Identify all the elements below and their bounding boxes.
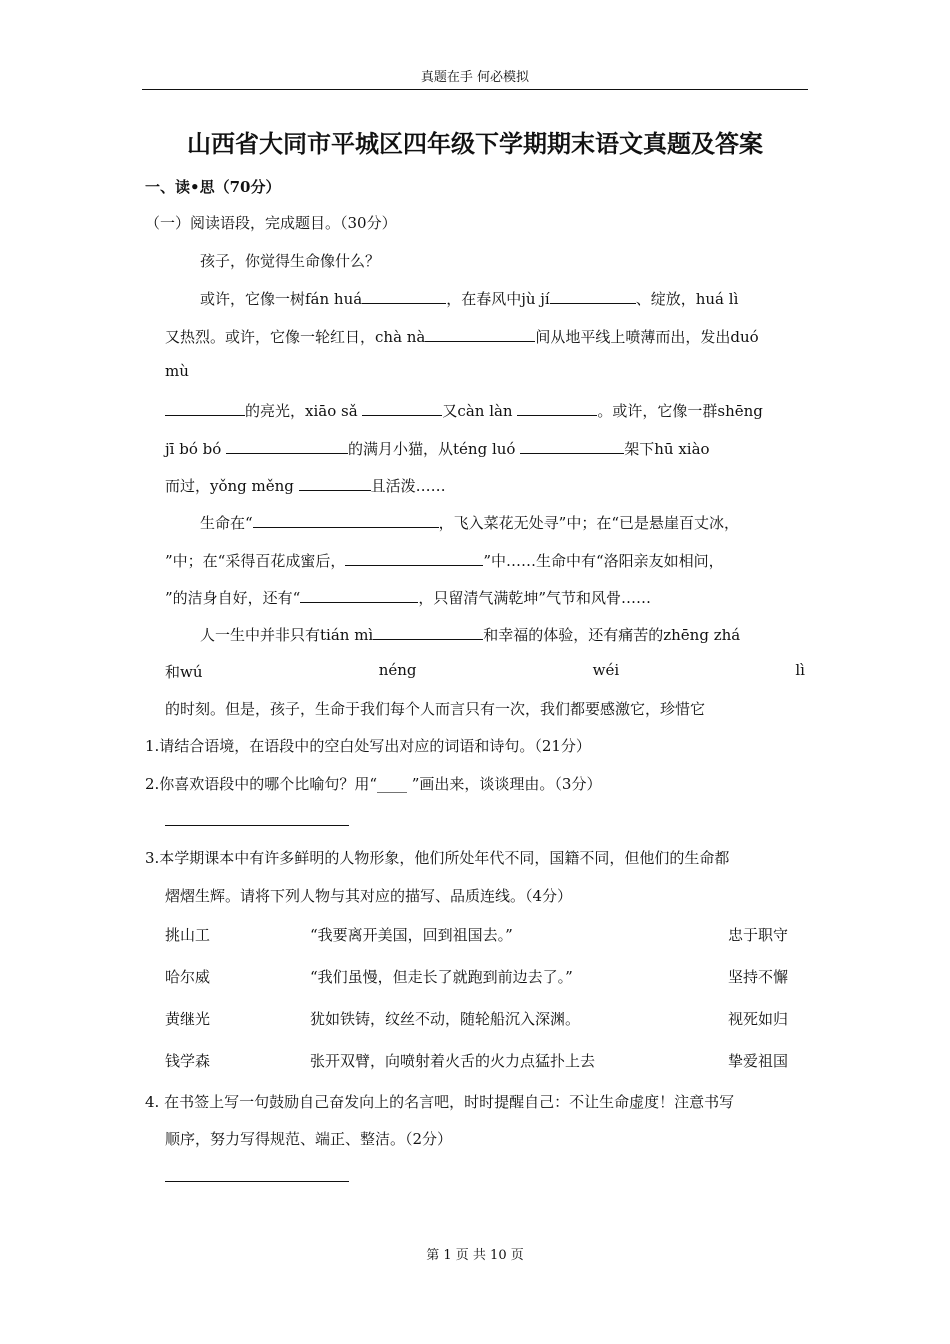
match-quality: 忠于职守 bbox=[728, 926, 789, 944]
para-line: 和wú néng wéi lì bbox=[165, 661, 805, 681]
question-4-cont: 顺序，努力写得规范、端正、整洁。（2分） bbox=[165, 1130, 453, 1148]
question-4: 4. 在书签上写一句鼓励自己奋发向上的名言吧，时时提醒自己：不让生命虚度！注意书写 bbox=[145, 1093, 735, 1111]
match-person: 挑山工 bbox=[165, 926, 211, 944]
para-line: 人一生中并非只有tián mì 和幸福的体验，还有痛苦的zhēng zhá bbox=[200, 623, 740, 645]
fill-blank[interactable] bbox=[362, 287, 446, 304]
para-line: 或许，它像一树fán huá ，在春风中jù jí 、绽放，huá lì bbox=[200, 287, 738, 309]
para-line: 而过，yǒng měng 且活泼…… bbox=[165, 474, 446, 496]
match-person: 哈尔威 bbox=[165, 968, 211, 986]
question-1: 1.请结合语境，在语段中的空白处写出对应的词语和诗句。（21分） bbox=[145, 737, 591, 755]
fill-blank[interactable] bbox=[520, 437, 624, 454]
fill-blank[interactable] bbox=[253, 511, 439, 528]
section-heading: 一、读•思（70分） bbox=[145, 178, 281, 196]
fill-blank[interactable] bbox=[373, 623, 483, 640]
fill-blank[interactable] bbox=[345, 549, 483, 566]
match-description: “我要离开美国，回到祖国去。” bbox=[310, 926, 513, 944]
match-quality: 坚持不懈 bbox=[728, 968, 789, 986]
match-quality: 挚爱祖国 bbox=[728, 1052, 789, 1070]
question-3: 3.本学期课本中有许多鲜明的人物形象，他们所处年代不同，国籍不同，但他们的生命都 bbox=[145, 849, 730, 867]
answer-line[interactable] bbox=[165, 1181, 349, 1182]
para-line: 生命在“ ，飞入菜花无处寻”中；在“已是悬崖百丈冰， bbox=[200, 511, 739, 533]
match-description: 张开双臂，向喷射着火舌的火力点猛扑上去 bbox=[310, 1052, 596, 1070]
question-3-cont: 熠熠生辉。请将下列人物与其对应的描写、品质连线。（4分） bbox=[165, 887, 573, 905]
subsection-heading: （一）阅读语段，完成题目。（30分） bbox=[145, 214, 397, 232]
fill-blank[interactable] bbox=[165, 399, 245, 416]
match-description: “我们虽慢，但走长了就跑到前边去了。” bbox=[310, 968, 573, 986]
page-header: 真题在手 何必模拟 bbox=[420, 70, 530, 85]
para-line: 孩子，你觉得生命像什么？ bbox=[200, 252, 381, 270]
para-line: 的亮光，xiāo sǎ 又càn làn 。或许，它像一群shēng bbox=[165, 399, 763, 421]
para-line: mù bbox=[165, 362, 189, 380]
page-number: 第 1 页 共 10 页 bbox=[426, 1248, 524, 1263]
match-description: 犹如铁铸，纹丝不动，随轮船沉入深渊。 bbox=[310, 1010, 581, 1028]
header-rule bbox=[142, 89, 808, 90]
para-line: jī bó bó 的满月小猫，从téng luó 架下hū xiào bbox=[165, 437, 710, 459]
fill-blank[interactable] bbox=[300, 586, 418, 603]
fill-blank[interactable] bbox=[299, 474, 371, 491]
question-2: 2.你喜欢语段中的哪个比喻句？用“____ ”画出来，谈谈理由。（3分） bbox=[145, 775, 602, 793]
fill-blank[interactable] bbox=[425, 325, 535, 342]
para-line: 又热烈。或许，它像一轮红日，chà nà 间从地平线上喷薄而出，发出duó bbox=[165, 325, 759, 347]
match-quality: 视死如归 bbox=[728, 1010, 789, 1028]
fill-blank[interactable] bbox=[226, 437, 348, 454]
match-person: 钱学森 bbox=[165, 1052, 211, 1070]
para-line: 的时刻。但是，孩子，生命于我们每个人而言只有一次，我们都要感激它，珍惜它 bbox=[165, 700, 706, 718]
fill-blank[interactable] bbox=[362, 399, 442, 416]
match-person: 黄继光 bbox=[165, 1010, 211, 1028]
para-line: ”的洁身自好，还有“ ，只留清气满乾坤”气节和风骨…… bbox=[165, 586, 651, 608]
fill-blank[interactable] bbox=[517, 399, 597, 416]
para-line: ”中；在“采得百花成蜜后， ”中……生命中有“洛阳亲友如相问， bbox=[165, 549, 724, 571]
answer-line[interactable] bbox=[165, 825, 349, 826]
document-title: 山西省大同市平城区四年级下学期期末语文真题及答案 bbox=[187, 129, 763, 158]
fill-blank[interactable] bbox=[550, 287, 636, 304]
